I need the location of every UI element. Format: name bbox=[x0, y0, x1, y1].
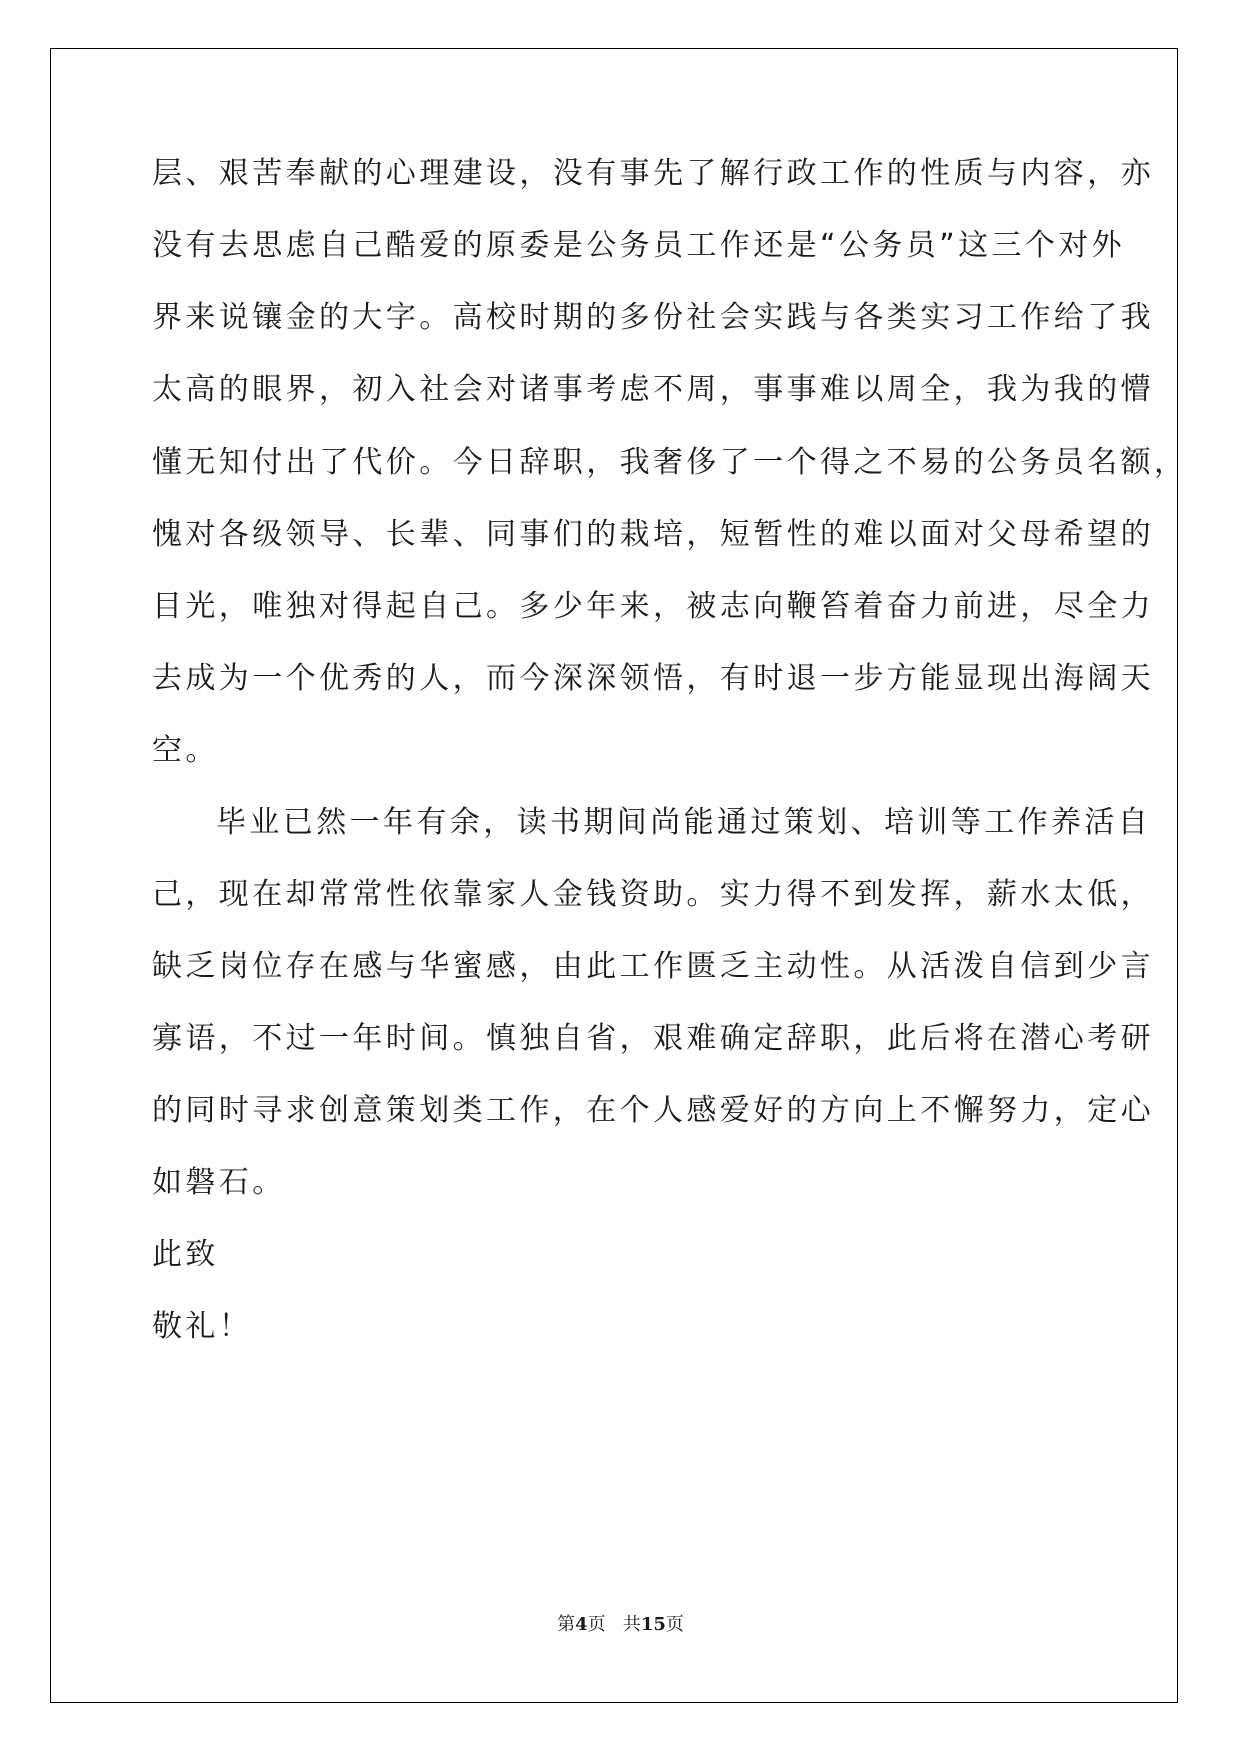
paragraph-2-line-1: 毕业已然一年有余，读书期间尚能通过策划、培训等工作养活自 bbox=[216, 805, 1152, 840]
paragraph-1-line-5: 懂无知付出了代价。今日辞职，我奢侈了一个得之不易的公务员名额， bbox=[152, 445, 1188, 480]
footer-page-suffix: 页 bbox=[587, 1614, 606, 1635]
closing-salutation: 此致 bbox=[152, 1237, 219, 1272]
paragraph-1-line-4: 太高的眼界，初入社会对诸事考虑不周，事事难以周全，我为我的懵 bbox=[152, 372, 1154, 407]
paragraph-1-line-1: 层、艰苦奉献的心理建设，没有事先了解行政工作的性质与内容，亦 bbox=[152, 156, 1154, 191]
paragraph-1-line-9: 空。 bbox=[152, 733, 219, 768]
page-footer bbox=[0, 1613, 1241, 1637]
current-page-number: 4 bbox=[575, 1614, 588, 1635]
paragraph-1-line-2: 没有去思虑自己酷爱的原委是公务员工作还是“公务员”这三个对外 bbox=[152, 228, 1126, 263]
paragraph-2-line-6: 如磐石。 bbox=[152, 1165, 286, 1200]
footer-prefix: 第 bbox=[557, 1614, 576, 1635]
paragraph-2-line-5: 的同时寻求创意策划类工作，在个人感爱好的方向上不懈努力，定心 bbox=[152, 1093, 1154, 1128]
total-page-number: 15 bbox=[640, 1614, 666, 1635]
paragraph-2-line-2: 己，现在却常常性依靠家人金钱资助。实力得不到发挥，薪水太低， bbox=[152, 877, 1154, 912]
paragraph-1-line-3: 界来说镶金的大字。高校时期的多份社会实践与各类实习工作给了我 bbox=[152, 300, 1154, 335]
closing-regards: 敬礼！ bbox=[152, 1309, 253, 1344]
paragraph-2-line-3: 缺乏岗位存在感与华蜜感，由此工作匮乏主动性。从活泼自信到少言 bbox=[152, 949, 1154, 984]
footer-total-suffix: 页 bbox=[665, 1614, 684, 1635]
paragraph-1-line-7: 目光，唯独对得起自己。多少年来，被志向鞭笞着奋力前进，尽全力 bbox=[152, 589, 1154, 624]
paragraph-2-line-4: 寡语，不过一年时间。慎独自省，艰难确定辞职，此后将在潜心考研 bbox=[152, 1021, 1154, 1056]
paragraph-1-line-8: 去成为一个优秀的人，而今深深领悟，有时退一步方能显现出海阔天 bbox=[152, 661, 1154, 696]
paragraph-1-line-6: 愧对各级领导、长辈、同事们的栽培，短暂性的难以面对父母希望的 bbox=[152, 517, 1154, 552]
footer-total-prefix: 共 bbox=[622, 1614, 641, 1635]
